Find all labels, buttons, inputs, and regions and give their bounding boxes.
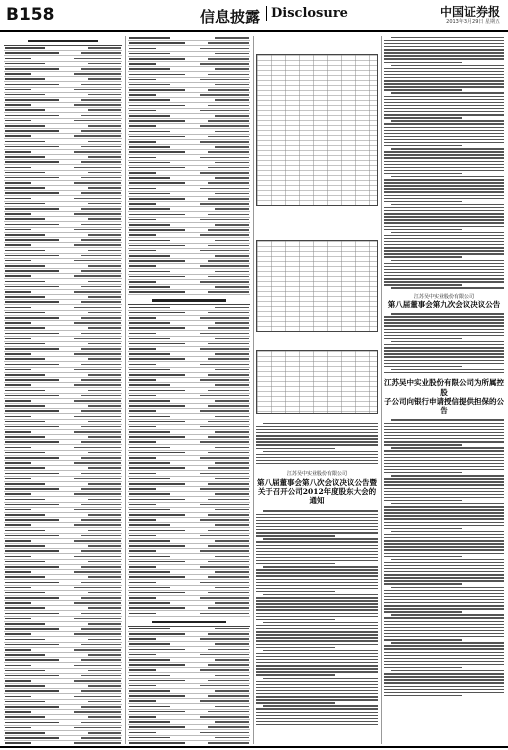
- notice-heading: [384, 294, 504, 310]
- notice-body: [384, 419, 504, 697]
- table-heading: [128, 619, 250, 627]
- notice-company: 江苏吴中实业股份有限公司为所属控股: [384, 378, 504, 397]
- column-notices: [384, 36, 504, 744]
- text-line: [384, 287, 504, 290]
- notice-title: 第八届董事会第八次会议决议公告暨关于召开公司2012年度股东大会的通知: [257, 477, 377, 506]
- text-line: [256, 723, 378, 726]
- table-heading: [128, 297, 250, 305]
- section-title-en: Disclosure: [266, 6, 348, 21]
- section-title: 信息披露: [200, 8, 261, 26]
- financial-table: [128, 305, 250, 616]
- text-line: [384, 694, 504, 697]
- financial-table: [4, 46, 122, 744]
- column-income-statement: [128, 36, 250, 744]
- notice-company: 江苏吴中实业股份有限公司: [286, 471, 347, 478]
- financial-table: [128, 36, 250, 295]
- equity-change-table: [256, 350, 378, 414]
- notice-company: 江苏吴中实业股份有限公司: [413, 293, 474, 300]
- text-line: [384, 371, 504, 374]
- equity-change-table: [256, 54, 378, 206]
- table-row: [4, 741, 122, 744]
- page-header: [0, 0, 508, 32]
- notice-heading: [384, 378, 504, 416]
- notice-body: [256, 510, 378, 727]
- table-row: [128, 611, 250, 616]
- column-divider: [381, 36, 382, 744]
- issue-date: 2013年3月29日 星期五: [446, 19, 500, 25]
- table-heading: [4, 38, 122, 46]
- table-row: [128, 741, 250, 744]
- footer-rule: [0, 746, 508, 748]
- notice-title: 第八届董事会第九次会议决议公告: [387, 299, 501, 309]
- notice-body: [384, 312, 504, 374]
- column-divider: [253, 36, 254, 744]
- notice-heading: [256, 471, 378, 505]
- notice-body: [256, 422, 378, 465]
- column-equity-statement: [256, 36, 378, 744]
- equity-change-table: [256, 240, 378, 332]
- column-divider: [125, 36, 126, 744]
- newspaper-brand: 中国证券报: [439, 5, 500, 19]
- text-line: [256, 462, 378, 465]
- table-row: [128, 290, 250, 295]
- page-number: B158: [6, 5, 55, 25]
- financial-table: [128, 627, 250, 744]
- notice-title: 子公司向银行申请授信提供担保的公告: [384, 396, 504, 416]
- notice-body: [384, 36, 504, 290]
- column-balance-sheet: [4, 36, 122, 744]
